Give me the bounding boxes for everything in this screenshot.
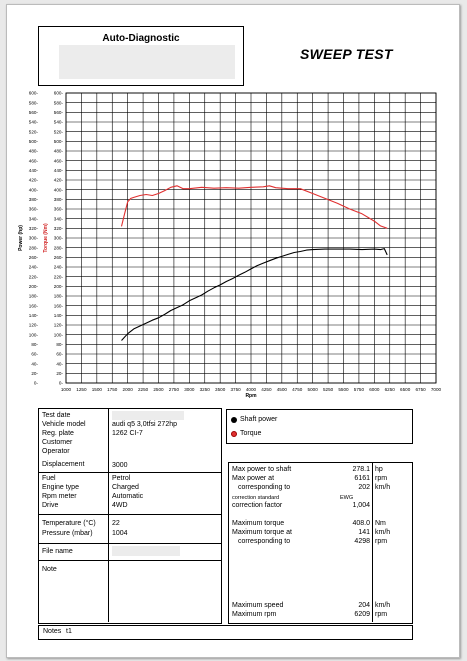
unit-power-speed: km/h [375, 484, 391, 491]
y-tick-label-right: 80- [56, 341, 63, 347]
label-test-date: Test date [42, 412, 71, 419]
y-tick-label-right: 580- [53, 100, 63, 106]
y-tick-label-right: 440- [53, 167, 63, 173]
unit-max-power: hp [375, 466, 383, 473]
series-line-torque [122, 186, 388, 229]
vehicle-table-separator [38, 472, 221, 473]
x-tick-label: 3500 [215, 387, 226, 392]
x-tick-label: 1750 [107, 387, 118, 392]
y-axis-label-left: Power (hp) [18, 225, 24, 251]
x-tick-label: 5750 [353, 387, 365, 392]
logo-title: Auto-Diagnostic [102, 33, 180, 44]
y-tick-label-left: 540- [28, 119, 38, 125]
label-max-torque: Maximum torque [232, 520, 285, 527]
y-tick-label-right: 300- [53, 235, 63, 241]
y-tick-label-right: 0- [58, 380, 63, 386]
y-tick-label-left: 380- [28, 196, 38, 202]
y-tick-label-left: 480- [28, 148, 38, 154]
y-tick-label-left: 340- [28, 216, 38, 222]
y-tick-label-left: 600- [28, 90, 38, 96]
notes-value: t1 [66, 628, 72, 635]
value-rpm-meter: Automatic [112, 493, 144, 500]
y-tick-label-right: 240- [53, 264, 63, 270]
vehicle-table-separator [38, 514, 221, 515]
y-tick-label-right: 100- [53, 332, 63, 338]
unit-max-torque-speed: km/h [375, 529, 391, 536]
notes-label: Notes [43, 628, 62, 635]
x-tick-label: 6750 [415, 387, 426, 392]
y-tick-label-right: 280- [53, 245, 63, 251]
y-tick-label-left: 500- [28, 138, 38, 144]
label-vehicle-model: Vehicle model [42, 421, 86, 428]
legend-marker-shaft-power [231, 417, 237, 423]
label-reg-plate: Reg. plate [42, 430, 74, 437]
y-tick-label-left: 240- [28, 264, 38, 270]
x-tick-label: 1500 [91, 387, 102, 392]
redacted-test-date [112, 411, 184, 420]
x-tick-label: 4250 [261, 387, 272, 392]
legend-marker-torque [231, 431, 237, 437]
legend-label-shaft-power: Shaft power [240, 416, 278, 423]
unit-max-speed: km/h [375, 602, 391, 609]
y-tick-label-left: 0- [33, 380, 38, 386]
chart-grid [66, 93, 436, 383]
y-tick-label-right: 160- [53, 303, 63, 309]
y-tick-label-left: 140- [28, 312, 38, 318]
label-engine-type: Engine type [42, 484, 79, 491]
y-tick-label-left: 20- [31, 370, 38, 376]
y-tick-label-left: 180- [28, 293, 38, 299]
y-tick-label-left: 580- [28, 100, 38, 106]
redacted-file-name [112, 546, 180, 556]
x-tick-label: 2500 [153, 387, 164, 392]
y-tick-label-left: 280- [28, 245, 38, 251]
label-rpm-meter: Rpm meter [42, 493, 77, 500]
y-tick-label-left: 520- [28, 129, 38, 135]
y-tick-label-right: 60- [56, 351, 63, 357]
label-note: Note [42, 566, 57, 573]
label-corresponding: corresponding to [238, 484, 291, 491]
y-tick-label-right: 360- [53, 206, 63, 212]
legend-label-torque: Torque [240, 430, 262, 437]
y-tick-label-right: 260- [53, 254, 63, 260]
x-tick-label: 5250 [322, 387, 334, 392]
value-correction-standard: EWG [340, 495, 354, 501]
y-tick-label-right: 540- [53, 119, 63, 125]
y-tick-label-left: 100- [28, 332, 38, 338]
y-tick-label-right: 40- [56, 361, 63, 367]
x-tick-label: 1000 [60, 387, 72, 392]
unit-max-torque: Nm [375, 520, 386, 527]
y-axis-label-right: Torque (Nm) [43, 223, 49, 253]
x-tick-label: 6500 [400, 387, 411, 392]
report-title: SWEEP TEST [300, 46, 393, 62]
y-tick-label-left: 80- [31, 341, 38, 347]
value-displacement: 3000 [112, 462, 128, 469]
value-max-power: 278.1 [352, 466, 370, 473]
y-tick-label-right: 120- [53, 322, 63, 328]
y-tick-label-left: 460- [28, 158, 38, 164]
y-tick-label-right: 400- [53, 187, 63, 193]
y-tick-label-left: 420- [28, 177, 38, 183]
x-tick-label: 4000 [245, 387, 257, 392]
x-tick-label: 6000 [369, 387, 380, 392]
y-tick-label-left: 560- [28, 109, 38, 115]
value-power-speed: 202 [358, 484, 370, 491]
y-tick-label-right: 520- [53, 129, 63, 135]
label-displacement: Displacement [42, 461, 85, 468]
label-temperature: Temperature (°C) [42, 520, 96, 527]
y-tick-label-left: 400- [28, 187, 38, 193]
x-tick-labels [61, 387, 442, 392]
y-tick-label-left: 120- [28, 322, 38, 328]
y-tick-label-right: 420- [53, 177, 63, 183]
vehicle-table-separator [38, 560, 221, 561]
label-max-rpm: Maximum rpm [232, 611, 277, 618]
x-tick-label: 1250 [76, 387, 87, 392]
value-reg-plate: 1262 CI-7 [112, 430, 143, 437]
vehicle-table-divider [108, 408, 109, 622]
x-tick-label: 7000 [430, 387, 442, 392]
y-tick-label-left: 360- [28, 206, 38, 212]
series-line-shaft-power [122, 249, 388, 341]
label-max-power: Max power to shaft [232, 466, 292, 473]
y-tick-label-left: 40- [31, 361, 38, 367]
value-correction-factor: 1,004 [352, 502, 370, 509]
y-tick-label-right: 340- [53, 216, 63, 222]
unit-max-power-rpm: rpm [375, 475, 388, 482]
y-tick-label-right: 460- [53, 158, 63, 164]
value-max-torque-rpm: 4298 [354, 538, 370, 545]
value-max-torque-speed: 141 [358, 529, 370, 536]
label-fuel: Fuel [42, 475, 56, 482]
label-file-name: File name [42, 548, 73, 555]
value-fuel: Petrol [112, 475, 131, 482]
y-tick-label-right: 200- [53, 283, 63, 289]
x-tick-label: 4750 [292, 387, 303, 392]
y-tick-label-right: 140- [53, 312, 63, 318]
y-tick-label-right: 480- [53, 148, 63, 154]
label-max-power-at: Max power at [232, 475, 275, 482]
label-torque-corresponding: corresponding to [238, 538, 291, 545]
y-tick-label-right: 320- [53, 225, 63, 231]
x-tick-label: 2000 [122, 387, 133, 392]
y-tick-label-right: 600- [53, 90, 63, 96]
label-max-torque-at: Maximum torque at [232, 529, 292, 536]
y-tick-label-right: 560- [53, 109, 63, 115]
label-correction-factor: correction factor [232, 502, 283, 509]
x-tick-label: 6250 [384, 387, 395, 392]
value-max-rpm: 6209 [354, 611, 370, 618]
y-tick-label-left: 200- [28, 283, 38, 289]
x-tick-label: 5500 [338, 387, 349, 392]
y-tick-label-right: 180- [53, 293, 63, 299]
label-operator: Operator [42, 448, 70, 455]
label-drive: Drive [42, 502, 59, 509]
value-max-power-rpm: 6161 [354, 475, 370, 482]
label-max-speed: Maximum speed [232, 602, 284, 609]
value-engine-type: Charged [112, 484, 139, 491]
unit-max-torque-rpm: rpm [375, 538, 388, 545]
notes-footer [38, 625, 413, 640]
legend-box [226, 409, 413, 444]
x-tick-label: 3750 [230, 387, 241, 392]
x-tick-label: 5000 [307, 387, 318, 392]
label-correction-standard: correction standard [232, 495, 280, 501]
value-max-speed: 204 [358, 602, 370, 609]
x-tick-label: 4500 [276, 387, 287, 392]
y-tick-label-left: 60- [31, 351, 38, 357]
x-tick-label: 3000 [184, 387, 195, 392]
vehicle-table-separator [38, 543, 221, 544]
unit-max-rpm: rpm [375, 611, 388, 618]
y-tick-label-left: 300- [28, 235, 38, 241]
x-tick-label: 3250 [199, 387, 210, 392]
y-tick-label-right: 220- [53, 274, 63, 280]
y-tick-label-left: 440- [28, 167, 38, 173]
results-unit-divider [372, 462, 373, 622]
label-customer: Customer [42, 439, 73, 446]
x-tick-label: 2750 [168, 387, 180, 392]
value-drive: 4WD [112, 502, 128, 509]
y-tick-label-right: 20- [56, 370, 63, 376]
value-pressure: 1004 [112, 530, 128, 537]
x-tick-label: 2250 [137, 387, 149, 392]
y-tick-label-right: 500- [53, 138, 63, 144]
y-tick-label-left: 220- [28, 274, 38, 280]
value-temperature: 22 [112, 520, 120, 527]
label-pressure: Pressure (mbar) [42, 530, 93, 537]
value-vehicle-model: audi q5 3,0tfsi 272hp [112, 421, 177, 428]
x-axis-label: Rpm [245, 393, 257, 399]
y-tick-label-right: 380- [53, 196, 63, 202]
value-max-torque: 408.0 [352, 520, 370, 527]
y-tick-label-left: 160- [28, 303, 38, 309]
y-tick-label-left: 260- [28, 254, 38, 260]
y-tick-label-left: 320- [28, 225, 38, 231]
